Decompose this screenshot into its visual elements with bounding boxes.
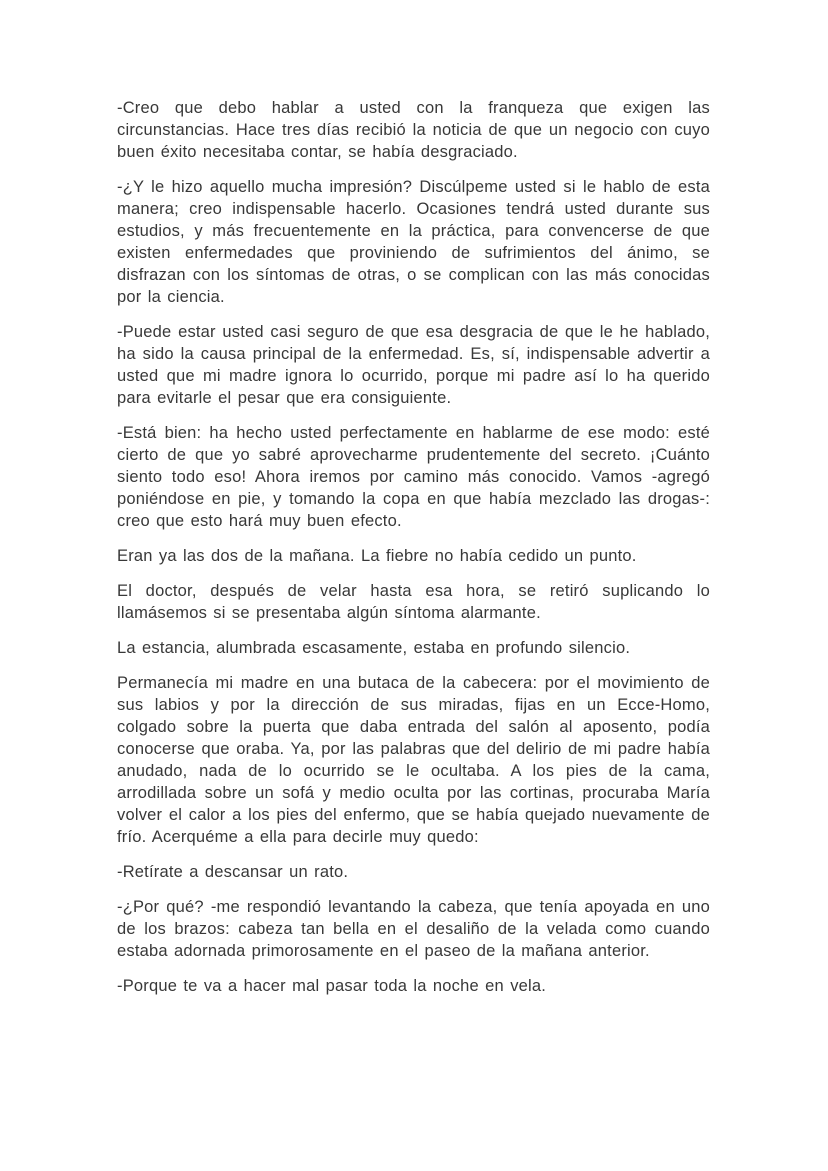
paragraph: -Puede estar usted casi seguro de que esa desgracia de que le he hablado, ha sido la causa principal de la enfermedad. Es, sí, indispensable advertir a usted que mi madre ignora lo ocurrido, porque mi padre así lo ha querido para evitarle el pesar que era consiguiente. [117, 323, 710, 407]
paragraph: Eran ya las dos de la mañana. La fiebre no había cedido un punto. [117, 547, 637, 565]
paragraph: -Retírate a descansar un rato. [117, 863, 349, 881]
paragraph: -¿Y le hizo aquello mucha impresión? Discúlpeme usted si le hablo de esta manera; creo indispensable hacerlo. Ocasiones tendrá usted durante sus estudios, y más frecuentemente en la práctica, para convencerse de que existen enfermedades que proviniendo de sufrimientos del ánimo, se disfrazan con los síntomas de otras, o se complican con las más conocidas por la ciencia. [117, 178, 710, 306]
paragraph: -¿Por qué? -me respondió levantando la cabeza, que tenía apoyada en uno de los brazos: cabeza tan bella en el desaliño de la velada como cuando estaba adornada primorosamente en el paseo de la mañana anterior. [117, 898, 710, 960]
paragraph: -Creo que debo hablar a usted con la franqueza que exigen las circunstancias. Hace tres días recibió la noticia de que un negocio con cuyo buen éxito necesitaba contar, se había desgraciado. [117, 99, 710, 161]
paragraph: -Está bien: ha hecho usted perfectamente en hablarme de ese modo: esté cierto de que yo sabré aprovecharme prudentemente del secreto. ¡Cuánto siento todo eso! Ahora iremos por camino más conocido. Vamos -agregó poniéndose en pie, y tomando la copa en que había mezclado las drogas-: creo que esto hará muy buen efecto. [117, 424, 710, 530]
paragraph: -Porque te va a hacer mal pasar toda la noche en vela. [117, 977, 547, 995]
paragraph: La estancia, alumbrada escasamente, estaba en profundo silencio. [117, 639, 631, 657]
paragraph: El doctor, después de velar hasta esa hora, se retiró suplicando lo llamásemos si se presentaba algún síntoma alarmante. [117, 582, 710, 622]
paragraph: Permanecía mi madre en una butaca de la cabecera: por el movimiento de sus labios y por la dirección de sus miradas, fijas en un Ecce-Homo, colgado sobre la puerta que daba entrada del salón al aposento, podía conocerse que oraba. Ya, por las palabras que del delirio de mi padre había anudado, nada de lo ocurrido se le ocultaba. A los pies de la cama, arrodillada sobre un sofá y medio oculta por las cortinas, procuraba María volver el calor a los pies del enfermo, que se había quejado nuevamente de frío. Acerquéme a ella para decirle muy quedo: [117, 674, 710, 846]
